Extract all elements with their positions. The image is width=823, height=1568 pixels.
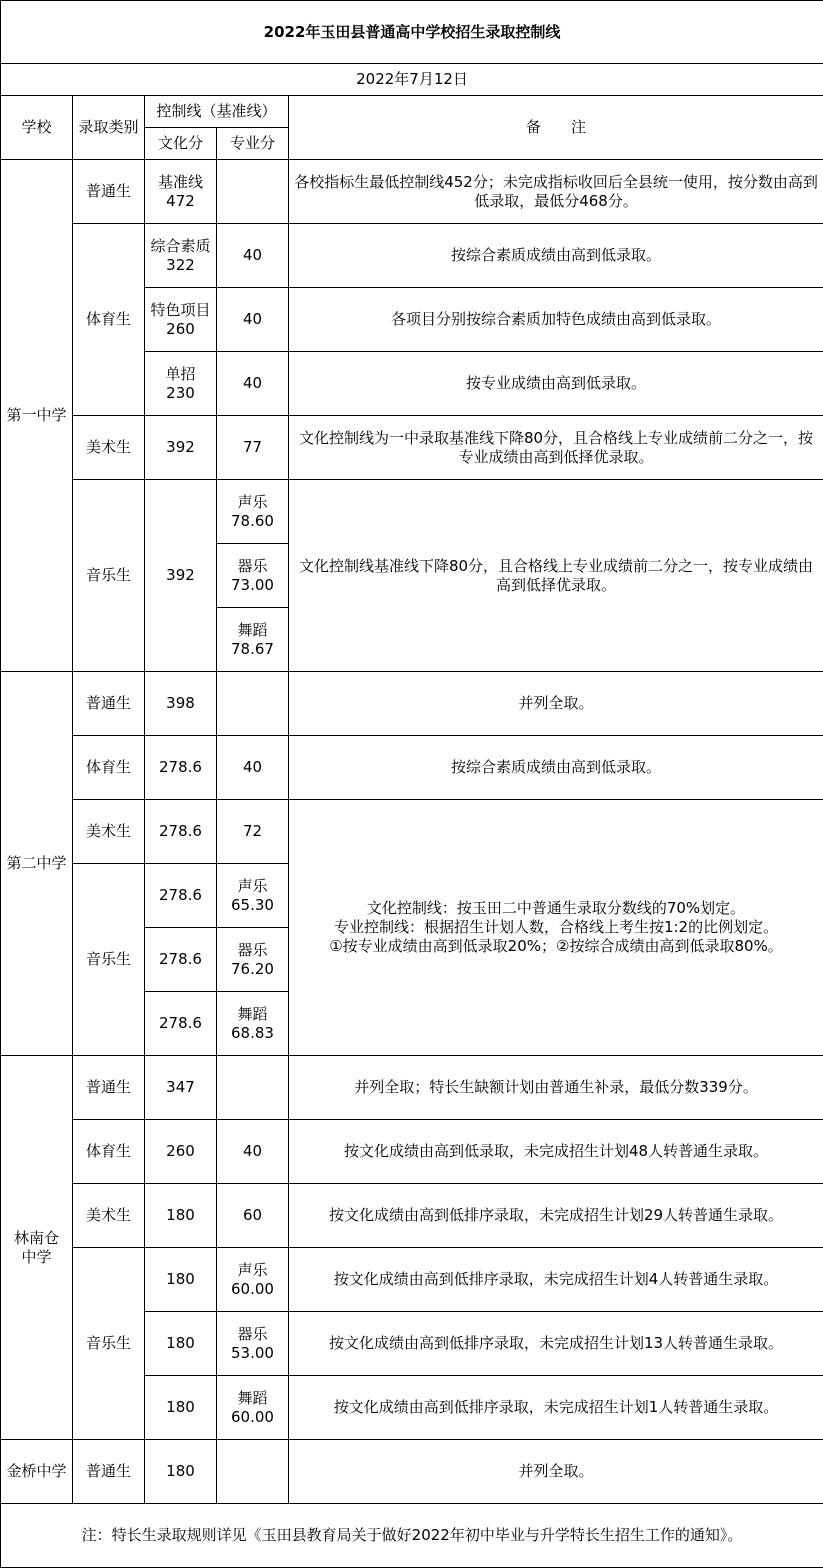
remark: 并列全取。 — [289, 1440, 823, 1504]
header-category: 录取类别 — [73, 96, 145, 160]
remark: 按文化成绩由高到低排序录取，未完成招生计划1人转普通生录取。 — [289, 1376, 823, 1440]
major-score: 声乐 78.60 — [217, 480, 289, 544]
major-score: 器乐 76.20 — [217, 928, 289, 992]
major-score: 72 — [217, 800, 289, 864]
category-sports: 体育生 — [73, 224, 145, 416]
major-score: 器乐 53.00 — [217, 1312, 289, 1376]
remark: 按文化成绩由高到低排序录取，未完成招生计划4人转普通生录取。 — [289, 1248, 823, 1312]
school-name-3: 林南仓 中学 — [1, 1056, 73, 1440]
remark: 并列全取。 — [289, 672, 823, 736]
major-score: 40 — [217, 224, 289, 288]
header-culture-score: 文化分 — [145, 128, 217, 160]
category-art: 美术生 — [73, 1184, 145, 1248]
major-score: 声乐 65.30 — [217, 864, 289, 928]
culture-score: 单招 230 — [145, 352, 217, 416]
culture-score: 180 — [145, 1184, 217, 1248]
remark: 文化控制线基准线下降80分，且合格线上专业成绩前二分之一，按专业成绩由高到低择优录取。 — [289, 480, 823, 672]
major-score — [217, 160, 289, 224]
remark: 各校指标生最低控制线452分；未完成指标收回后全县统一使用，按分数由高到低录取，最低分468分。 — [289, 160, 823, 224]
culture-score: 180 — [145, 1376, 217, 1440]
culture-score: 综合素质 322 — [145, 224, 217, 288]
school-name-2: 第二中学 — [1, 672, 73, 1056]
category-general: 普通生 — [73, 160, 145, 224]
header-major-score: 专业分 — [217, 128, 289, 160]
major-score: 40 — [217, 1120, 289, 1184]
culture-score: 260 — [145, 1120, 217, 1184]
culture-score: 278.6 — [145, 928, 217, 992]
remark: 按综合素质成绩由高到低录取。 — [289, 224, 823, 288]
major-score — [217, 1440, 289, 1504]
culture-score: 392 — [145, 480, 217, 672]
remark: 并列全取；特长生缺额计划由普通生补录，最低分数339分。 — [289, 1056, 823, 1120]
major-score — [217, 1056, 289, 1120]
category-music: 音乐生 — [73, 1248, 145, 1440]
culture-score: 180 — [145, 1440, 217, 1504]
culture-score: 特色项目 260 — [145, 288, 217, 352]
major-score: 40 — [217, 288, 289, 352]
culture-score: 398 — [145, 672, 217, 736]
header-control-line: 控制线（基准线） — [145, 96, 289, 128]
category-art: 美术生 — [73, 800, 145, 864]
major-score: 舞蹈 68.83 — [217, 992, 289, 1056]
major-score: 40 — [217, 736, 289, 800]
remark: 按专业成绩由高到低录取。 — [289, 352, 823, 416]
category-general: 普通生 — [73, 672, 145, 736]
remark: 按文化成绩由高到低录取，未完成招生计划48人转普通生录取。 — [289, 1120, 823, 1184]
footnote: 注：特长生录取规则详见《玉田县教育局关于做好2022年初中毕业与升学特长生招生工作的通知》。 — [1, 1504, 823, 1568]
category-art: 美术生 — [73, 416, 145, 480]
culture-score: 180 — [145, 1248, 217, 1312]
header-school: 学校 — [1, 96, 73, 160]
school-name-1: 第一中学 — [1, 160, 73, 672]
category-sports: 体育生 — [73, 736, 145, 800]
culture-score: 278.6 — [145, 736, 217, 800]
header-remark: 备 注 — [289, 96, 823, 160]
remark: 文化控制线：按玉田二中普通生录取分数线的70%划定。 专业控制线：根据招生计划人数，合格线上考生按1:2的比例划定。 ①按专业成绩由高到低录取20%；②按综合成绩由高到低录取80%。 — [289, 800, 823, 1056]
category-general: 普通生 — [73, 1440, 145, 1504]
major-score: 60 — [217, 1184, 289, 1248]
major-score: 77 — [217, 416, 289, 480]
culture-score: 278.6 — [145, 864, 217, 928]
culture-score: 392 — [145, 416, 217, 480]
major-score: 40 — [217, 352, 289, 416]
category-music: 音乐生 — [73, 480, 145, 672]
culture-score: 278.6 — [145, 992, 217, 1056]
remark: 按综合素质成绩由高到低录取。 — [289, 736, 823, 800]
school-name-4: 金桥中学 — [1, 1440, 73, 1504]
remark: 各项目分别按综合素质加特色成绩由高到低录取。 — [289, 288, 823, 352]
category-music: 音乐生 — [73, 864, 145, 1056]
culture-score: 基准线 472 — [145, 160, 217, 224]
category-general: 普通生 — [73, 1056, 145, 1120]
remark: 按文化成绩由高到低排序录取，未完成招生计划13人转普通生录取。 — [289, 1312, 823, 1376]
remark: 按文化成绩由高到低排序录取，未完成招生计划29人转普通生录取。 — [289, 1184, 823, 1248]
culture-score: 278.6 — [145, 800, 217, 864]
major-score: 舞蹈 60.00 — [217, 1376, 289, 1440]
page-title: 2022年玉田县普通高中学校招生录取控制线 — [1, 1, 823, 64]
remark: 文化控制线为一中录取基准线下降80分，且合格线上专业成绩前二分之一，按专业成绩由高到低择优录取。 — [289, 416, 823, 480]
culture-score: 347 — [145, 1056, 217, 1120]
major-score: 器乐 73.00 — [217, 544, 289, 608]
culture-score: 180 — [145, 1312, 217, 1376]
major-score: 声乐 60.00 — [217, 1248, 289, 1312]
major-score — [217, 672, 289, 736]
publish-date: 2022年7月12日 — [1, 64, 823, 96]
major-score: 舞蹈 78.67 — [217, 608, 289, 672]
category-sports: 体育生 — [73, 1120, 145, 1184]
